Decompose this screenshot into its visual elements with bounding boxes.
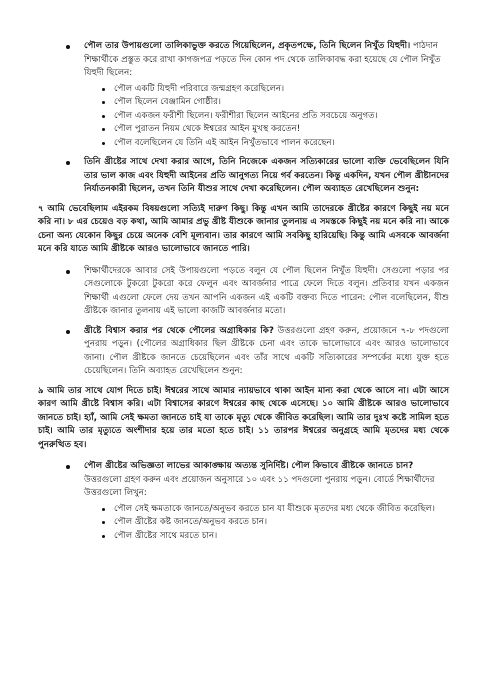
sub-list-item: পৌল বলেছিলেন যে তিনি এই আইন নিখুঁতভাবে পালন করেছেন।: [114, 137, 449, 151]
instruction-text: শিক্ষার্থীদেরকে আবার সেই উপায়গুলো পড়তে বলুন যে পৌল ছিলেন নিখুঁত যিহুদী। সেগুলো পড়ার পর সেগুলোকে টুকরো টুকরো করে ফেলুন এবং আবর্জনার পাত্রে ফেলে দিতে বলুন। প্রতিবার যখন একজন শিক্ষার্থী এগুলো ফেলে দেয় তখন আপনি একজন এই একটি বক্তব্য দিতে পারেন: পৌল বলেছিলেন, যীশু খ্রীষ্টকে জানার তুলনায় এই ভালো কাজটি আবর্জনার মতো।: [84, 265, 449, 316]
question-lead: পৌল খ্রীষ্টের অভিজ্ঞতা লাভের আকাঙ্ক্ষায় অত্যন্ত সুনির্দিষ্ট। পৌল কিভাবে খ্রীষ্টকে জানতে চান?: [84, 461, 414, 471]
instruction-text: উত্তরগুলো গ্রহণ করুন, প্রয়োজনে ৭-৮ পদগুলো পুনরায় পড়ুন। (পৌলের অগ্রাধিকার ছিল খ্রীষ্টকে চেনা এবং তাকে ভালোভাবে এবং আরও ভালোভাবে জানা। পৌল খ্রীষ্টকে জানতে চেয়েছিলেন এবং তাঁর সাথে একটি সত্যিকারের সম্পর্কের মধ্যে যুক্ত হতে চেয়েছিলেন। তিনি অব্যাহত রেখেছিলেন শুনুন:: [84, 325, 450, 376]
bullet-list-3: [38, 460, 449, 543]
sub-list-item: পৌল খ্রীষ্টের সাথে মরতে চান।: [114, 530, 449, 544]
list-item: [84, 460, 449, 543]
list-item: [84, 325, 449, 379]
bullet-list-2: [38, 265, 449, 379]
sub-list-item: পৌল একজন ফরীশী ছিলেন। ফরীশীরা ছিলেন আইনের প্রতি সবচেয়ে অনুগত।: [114, 110, 449, 124]
instruction-text: উত্তরগুলো গ্রহণ করুন এবং প্রয়োজন অনুসারে ১০ এবং ১১ পদগুলো পুনরায় পড়ুন। বোর্ডে শিক্ষার্থীদের উত্তরগুলো লিখুন:: [84, 474, 435, 498]
sub-list-item: পৌল খ্রীষ্টের কষ্ট জানতে/অনুভব করতে চান।: [114, 516, 449, 530]
sub-list-item: পৌল একটি যিহুদী পরিবারে জন্মগ্রহণ করেছিলেন।: [114, 83, 449, 97]
sub-list: [84, 503, 449, 544]
sub-list-item: পৌল ছিলেন বেঞ্জামিন গোষ্ঠীর।: [114, 96, 449, 110]
question-lead: পৌল তার উপায়গুলো তালিকাভুক্ত করতে গিয়েছিলেন, প্রকৃতপক্ষে, তিনি ছিলেন নিখুঁত যিহুদী।: [84, 41, 411, 51]
scripture-passage: ৭ আমি ভেবেছিলাম এইরকম বিষয়গুলো সত্যিই দারুণ কিছু। কিন্তু এখন আমি তাদেরকে খ্রীষ্টের কারণে কিছুই নয় মনে করি না। ৮ এর চেয়েও বড় কথা, আমি আমার প্রভু খ্রীষ্ট যীশুকে জানার তুলনায় এ সমস্তকে কিছুই নয় মনে করি না। আকে চেনা অন্য যেকোন কিছুর চেয়ে অনেক বেশি মূল্যবান। তার কারণে আমি সবকিছু হারিয়েছি। কিন্তু আমি এসবকে আবর্জনা মনে করি যাতে আমি খ্রীষ্টকে আরও ভালোভাবে জানতে পারি।: [38, 203, 449, 254]
list-item: [84, 265, 449, 319]
bullet-list-1: [38, 40, 449, 197]
question-lead: খ্রীষ্টে বিশ্বাস করার পর থেকে পৌলের অগ্রাধিকার কি?: [84, 325, 274, 336]
instruction-text: পাঠদান শিক্ষার্থীকে প্রস্তুত করে রাখা কাগজপত্র পড়তে দিন কোন পদ থেকে তালিকাবদ্ধ করা হয়েছে যে পৌল নিখুঁত যিহুদী ছিলেন:: [84, 41, 441, 78]
list-item: [84, 40, 449, 150]
sub-list: [84, 83, 449, 151]
sub-list-item: পৌল পুরাতন নিয়ম থেকে ঈশ্বরের আইন মুখস্থ করতেন!: [114, 123, 449, 137]
list-item: [84, 156, 449, 197]
sub-list-item: পৌল সেই ক্ষমতাকে জানতে/অনুভব করতে চান যা যীশুকে মৃতদের মধ্য থেকে জীবিত করেছিল।: [114, 503, 449, 517]
scripture-passage: ৯ আমি তার সাথে যোগ দিতে চাই। ঈশ্বরের সাথে আমার ন্যায়ভাবে থাকা আইন মান্য করা থেকে আসে না। এটা আসে কারণ আমি খ্রীষ্টে বিশ্বাস করি। এটা বিশ্বাসের কারণে ঈশ্বরের কাছ থেকে এসেছে। ১০ আমি খ্রীষ্টকে আরও ভালোভাবে জানতে চাই। হ্যাঁ, আমি সেই ক্ষমতা জানতে চাই যা তাকে মৃত্যু থেকে জীবিত করেছিল। আমি তার দুঃখ কষ্টে সামিল হতে চাই। আমি তার মৃত্যুতে অংশীদার হয়ে তার মতো হতে চাই। ১১ তারপর ঈশ্বরের অনুগ্রহে আমি মৃতদের মধ্য থেকে পুনরুত্থিত হব।: [38, 385, 449, 450]
paragraph-text: তিনি খ্রীষ্টের সাথে দেখা করার আগে, তিনি নিজেকে একজন সত্যিকারের ভালো ব্যক্তি ভেবেছিলেন যিনি তার ভাল কাজ এবং যিহুদী আইনের প্রতি আনুগত্য নিয়ে গর্ব করতেন। কিন্তু একদিন, যখন পৌল খ্রীষ্টানদের নির্যাতনকারী ছিলেন, তখন তিনি যীশুর সাথে দেখা করেছিলেন। পৌল অব্যাহত রেখেছিলেন শুনুন:: [84, 157, 449, 194]
